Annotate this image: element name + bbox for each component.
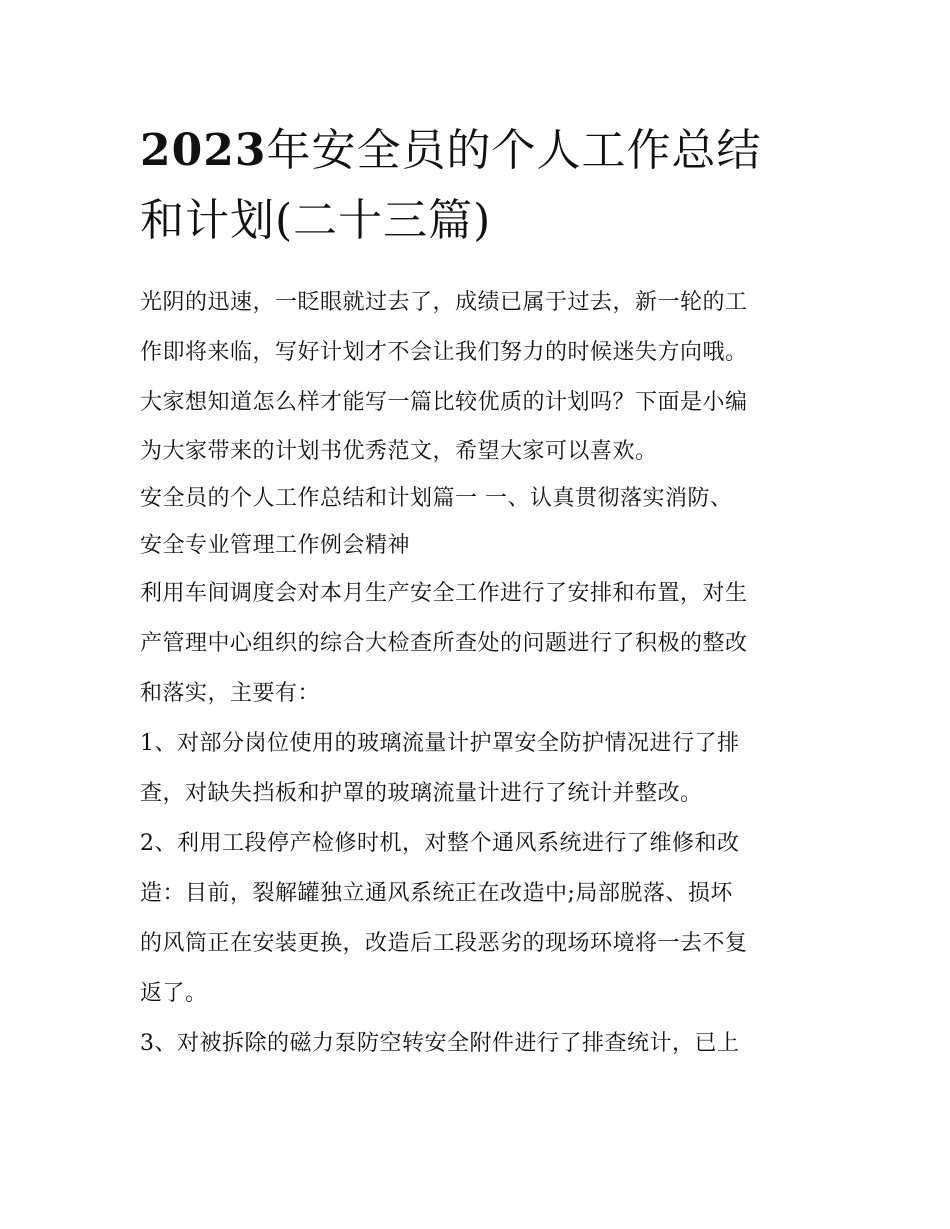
- paragraph-line: 返了。: [140, 981, 208, 1006]
- paragraph-line: 3、对被拆除的磁力泵防空转安全附件进行了排查统计，已上: [140, 1031, 740, 1056]
- paragraph-line: 为大家带来的计划书优秀范文，希望大家可以喜欢。: [140, 439, 658, 464]
- document-title: [140, 116, 820, 256]
- paragraph-line: 安全专业管理工作例会精神: [140, 533, 411, 558]
- title-line2-text: 和计划(二十三篇): [140, 195, 492, 246]
- paragraph-line: 的风筒正在安装更换，改造后工段恶劣的现场环境将一去不复: [140, 931, 748, 956]
- title-line1-text: 年安全员的个人工作总结: [266, 125, 762, 176]
- document-body: [140, 278, 820, 1069]
- paragraph-line: 1、对部分岗位使用的玻璃流量计护罩安全防护情况进行了排: [140, 731, 740, 756]
- paragraph-line: 和落实，主要有：: [140, 681, 321, 706]
- paragraph-line: 安全员的个人工作总结和计划篇一 一、认真贯彻落实消防、: [140, 486, 733, 511]
- title-year: 2023: [140, 125, 267, 176]
- paragraph-line: 2、利用工段停产检修时机，对整个通风系统进行了维修和改: [140, 831, 740, 856]
- paragraph-line: 产管理中心组织的综合大检查所查处的问题进行了积极的整改: [140, 631, 748, 656]
- paragraph-line: 利用车间调度会对本月生产安全工作进行了安排和布置，对生: [140, 581, 748, 606]
- paragraph-line: 查，对缺失挡板和护罩的玻璃流量计进行了统计并整改。: [140, 781, 703, 806]
- paragraph-line: 光阴的迅速，一眨眼就过去了，成绩已属于过去，新一轮的工: [140, 290, 748, 315]
- paragraph-line: 造：目前，裂解罐独立通风系统正在改造中;局部脱落、损坏: [140, 881, 733, 906]
- paragraph-line: 大家想知道怎么样才能写一篇比较优质的计划吗？下面是小编: [140, 390, 748, 415]
- paragraph-line: 作即将来临，写好计划才不会让我们努力的时候迷失方向哦。: [140, 340, 748, 365]
